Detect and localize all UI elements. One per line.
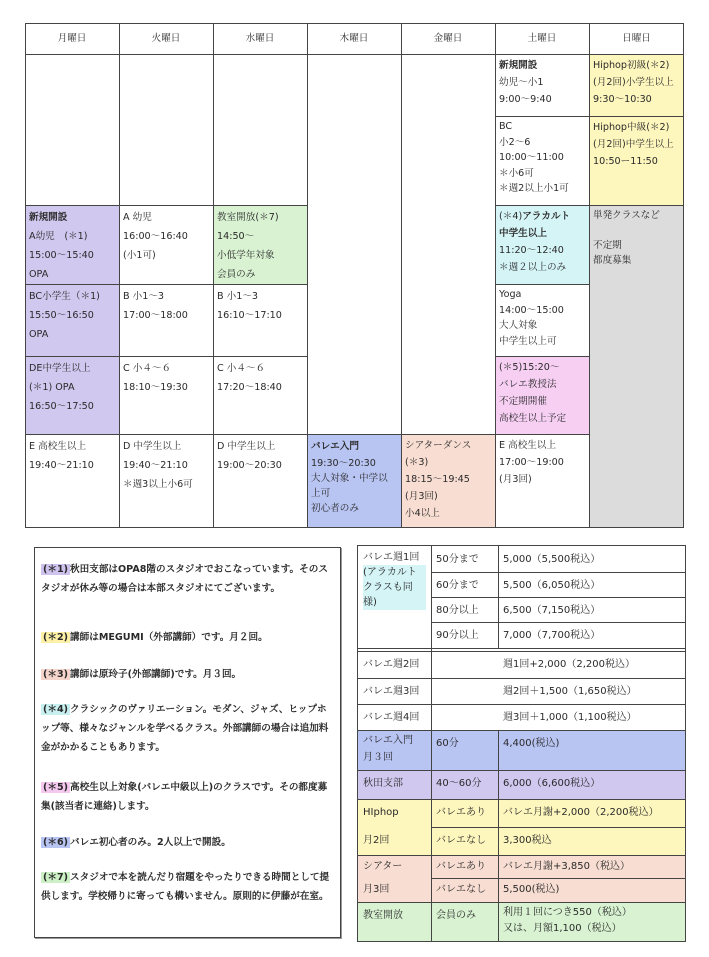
grid-line [431, 597, 685, 598]
sat-new-class-title: 新規開設 [499, 60, 538, 71]
grid-line [25, 23, 26, 528]
note-7-mark: (＊7) [43, 872, 69, 883]
grid-line [25, 356, 307, 357]
open-label: 教室開放 [363, 910, 403, 921]
header-monday: 月曜日 [57, 33, 87, 44]
hiphop-ballet-no: バレエなし [436, 835, 486, 846]
mon-new-class-cell [25, 205, 119, 284]
sat-alacarte-title: アラカルト 中学生以上 [499, 211, 571, 239]
grid-line [25, 527, 684, 528]
grid-line [25, 205, 307, 206]
hiphop-ballet-yes: バレエあり [436, 807, 486, 818]
wed-d-cell: D 中学生以上 19:00〜20:30 [217, 441, 282, 471]
note-2-text: 講師はMEGUMI（外部講師）です。月２回。 [70, 632, 268, 643]
mon-e-cell: E 高校生以上 19:40〜21:10 [29, 441, 94, 471]
note-2-mark: (＊2) [43, 632, 69, 643]
thu-intro-title: バレエ入門 [311, 441, 359, 452]
grid-line [25, 54, 684, 55]
price-90: 7,000（7,700税込） [503, 630, 601, 641]
grid-line [431, 878, 685, 879]
thu-intro-body: 19:30〜20:30 大人対象・中学以上可 初心者のみ [311, 458, 388, 514]
tue-c-cell: C 小４〜６ 18:10〜19:30 [123, 363, 188, 393]
akita-label: 秋田支部 [363, 778, 403, 789]
note-3-text: 講師は原玲子(外部講師)です。月３回。 [70, 669, 242, 680]
thu-intro-cell [307, 434, 401, 528]
hiphop-label: HIphop [363, 807, 399, 818]
grid-line [498, 730, 499, 941]
theater-ballet-yes: バレエあり [436, 861, 486, 872]
sat-new-class-body: 幼児〜小1 9:00〜9:40 [499, 77, 552, 105]
note-1-mark: (＊1) [43, 564, 69, 575]
grid-line [358, 648, 685, 649]
alacarte-note: (アラカルト クラスも同 様) [363, 565, 426, 610]
grid-line [25, 434, 589, 435]
tue-a-cell: A 幼児 16:00〜16:40 (小1可) [123, 212, 188, 261]
grid-line [495, 356, 589, 357]
intro-label: バレエ入門 月３回 [363, 735, 413, 763]
header-wednesday: 水曜日 [245, 33, 275, 44]
header-friday: 金曜日 [433, 33, 463, 44]
grid-line [358, 730, 685, 731]
weekly4-price: 週3回＋1,000（1,100税込） [503, 712, 637, 723]
note-6 [41, 833, 336, 852]
sun-hiphop-intermediate-cell: Hiphop中級(＊2) (月2回)中学生以上 10:50ー11:50 [589, 116, 684, 205]
note-5-text: 高校生以上対象(バレエ中級以上)のクラスです。その都度募集(該当者に連絡)します。 [41, 782, 328, 812]
note-2 [41, 628, 336, 647]
weekly2-price: 週1回+2,000（2,200税込） [503, 659, 635, 670]
grid-line [358, 799, 685, 800]
note-5 [41, 778, 336, 816]
mon-new-class-body: A幼児 (＊1) 15:00〜15:40 OPA [29, 231, 94, 280]
hiphop-frequency: 月2回 [363, 835, 390, 846]
sun-hiphop-beginner-cell: Hiphop初級(＊2) (月2回)小学生以上 9:30〜10:30 [589, 54, 684, 116]
header-tuesday: 火曜日 [151, 33, 181, 44]
weekly3-label: バレエ週3回 [363, 686, 420, 697]
sat-alacarte-body: 11:20〜12:40 ＊週２以上のみ [499, 245, 567, 273]
duration-50: 50分まで [436, 554, 479, 565]
open-price: 利用１回につき550（税込） 又は、月額1,100（税込） [503, 907, 632, 934]
header-saturday: 土曜日 [527, 33, 557, 44]
hiphop-ballet-no-price: 3,300税込 [503, 835, 552, 846]
sat-yoga-cell: Yoga 14:00〜15:00 大人対象 中学生以上可 [499, 289, 564, 347]
grid-line [495, 23, 496, 528]
wed-open-class-cell: 教室開放(＊7) 14:50〜 小低学年対象 会員のみ [213, 205, 307, 284]
grid-line [25, 284, 307, 285]
wed-c-cell: C 小４〜６ 17:20〜18:40 [217, 363, 282, 393]
price-80: 6,500（7,150税込） [503, 605, 601, 616]
sat-new-class-cell [495, 54, 589, 116]
grid-line [431, 827, 685, 828]
mon-bc-cell: BC小学生（＊1) 15:50〜16:50 OPA [25, 284, 119, 356]
intro-duration: 60分 [436, 738, 459, 749]
grid-line [358, 678, 685, 679]
grid-line [358, 704, 685, 705]
note-1-text: 秋田支部はOPA8階のスタジオでおこなっています。そのスタジオが休み等の場合は本部スタジオにてございます。 [41, 564, 328, 594]
price-table [357, 545, 686, 942]
mon-new-class-title: 新規開設 [29, 212, 68, 223]
grid-line [431, 622, 685, 623]
note-6-mark: (＊6) [43, 837, 69, 848]
grid-line [358, 902, 685, 903]
hiphop-ballet-yes-price: バレエ月謝+2,000（2,200税込） [503, 807, 659, 818]
note-4-text: クラシックのヴァリエーション。モダン、ジャズ、ヒップホップ等、様々なジャンルを学べるクラス。外部講師の場合は追加料金がかかることもあります。 [41, 704, 329, 753]
header-thursday: 木曜日 [339, 33, 369, 44]
note-4 [41, 700, 336, 757]
sat-teaching-cell: (＊5)15:20〜 バレエ教授法 不定期開催 高校生以上予定 [495, 356, 589, 434]
theater-frequency: 月3回 [363, 884, 390, 895]
grid-line [431, 546, 432, 941]
mon-de-cell: DE中学生以上 (＊1) OPA 16:50〜17:50 [25, 356, 119, 434]
note-3 [41, 665, 336, 684]
note-7-text: スタジオで本を読んだり宿題をやったりできる時間として提供します。学校帰りに寄っても構いません。原則的に伊藤が在室。 [41, 872, 330, 902]
tue-d-cell: D 中学生以上 19:40〜21:10 ＊週3以上小6可 [123, 441, 193, 490]
grid-line [358, 770, 685, 771]
weekly-schedule-table [25, 23, 684, 528]
duration-90: 90分以上 [436, 630, 479, 641]
grid-line [401, 23, 402, 528]
intro-price: 4,400(税込) [503, 738, 560, 749]
notes-box [34, 547, 341, 938]
grid-line [25, 23, 684, 24]
sat-alacarte-cell [495, 205, 589, 284]
akita-duration: 40〜60分 [436, 778, 482, 789]
open-members: 会員のみ [436, 910, 476, 921]
duration-60: 60分まで [436, 580, 479, 591]
sat-alacarte-mark: (＊4) [499, 211, 523, 222]
theater-label: シアター [363, 861, 403, 872]
grid-line [683, 23, 684, 528]
theater-ballet-yes-price: バレエ月謝+3,850（税込） [503, 861, 631, 872]
grid-line [307, 23, 308, 528]
duration-80: 80分以上 [436, 605, 479, 616]
grid-line [358, 855, 685, 856]
sat-e-cell: E 高校生以上 17:00〜19:00 (月3回) [499, 440, 564, 485]
note-1 [41, 560, 336, 598]
note-5-mark: (＊5) [43, 782, 69, 793]
sat-bc-cell: BC 小2〜6 10:00〜11:00 ＊小6可 ＊週2以上小1可 [499, 121, 569, 194]
grid-line [213, 23, 214, 528]
akita-price: 6,000（6,600税込） [503, 778, 601, 789]
grid-line [358, 651, 685, 652]
note-4-mark: (＊4) [43, 704, 69, 715]
note-6-text: バレエ初心者のみ。2人以上で開設。 [70, 837, 231, 848]
note-7 [41, 868, 336, 906]
grid-line [589, 23, 590, 528]
weekly1-label-cell [358, 546, 431, 644]
tue-b-cell: B 小1〜3 17:00〜18:00 [123, 291, 188, 321]
grid-line [495, 205, 684, 206]
sun-single-class-cell: 単発クラスなど 不定期 都度募集 [589, 205, 684, 528]
weekly2-label: バレエ週2回 [363, 659, 420, 670]
theater-ballet-no-price: 5,500(税込) [503, 884, 560, 895]
weekly3-price: 週2回＋1,500（1,650税込） [503, 686, 637, 697]
header-sunday: 日曜日 [622, 33, 651, 44]
fri-theater-cell: シアターダンス (＊3) 18:15〜19:45 (月3回) 小4以上 [401, 434, 495, 528]
theater-ballet-no: バレエなし [436, 884, 486, 895]
weekly4-label: バレエ週4回 [363, 712, 420, 723]
grid-line [495, 284, 589, 285]
grid-line [431, 572, 685, 573]
price-60: 5,500（6,050税込） [503, 580, 601, 591]
grid-line [495, 116, 684, 117]
wed-b-cell: B 小1〜3 16:10〜17:10 [217, 291, 282, 321]
note-3-mark: (＊3) [43, 669, 69, 680]
grid-line [119, 23, 120, 528]
price-50: 5,000（5,500税込） [503, 554, 601, 565]
weekly1-label: バレエ週1回 [363, 552, 420, 563]
